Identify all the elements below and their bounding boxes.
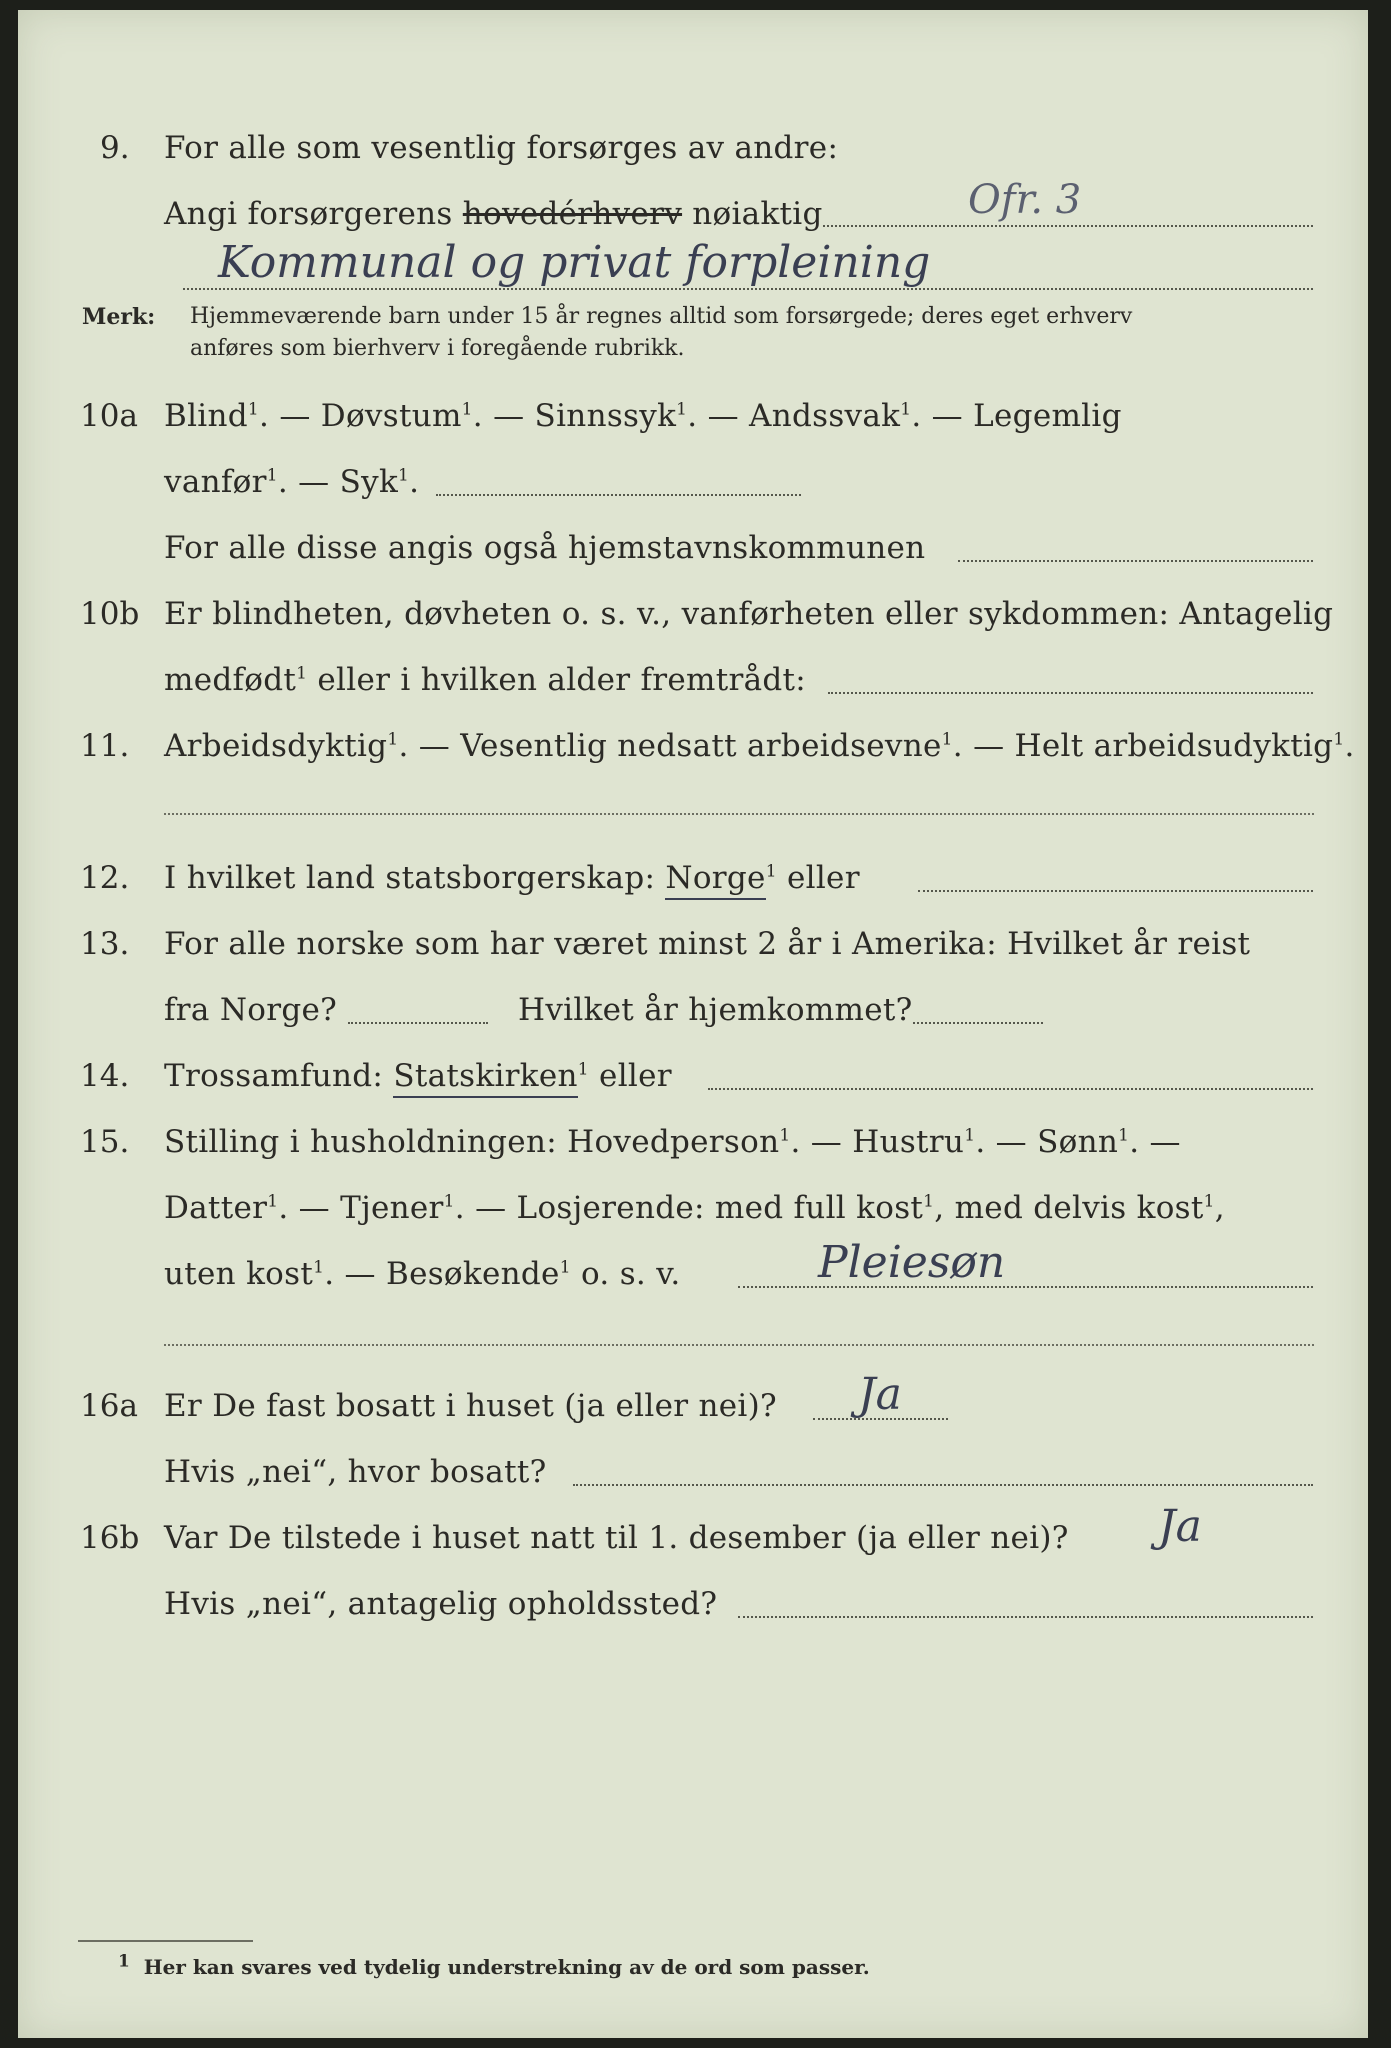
q12-answer-line [918,890,1313,892]
q14-answer-line [708,1088,1313,1090]
q13-answer-line1 [348,1022,488,1024]
footnote: $^1$ Her kan svares ved tydelig understrekning av de ord som passer. [118,1951,870,1979]
q11-number: 11. [80,728,130,764]
selected-statskirken: Statskirken [393,1058,577,1098]
q15-line3: uten kost$^1$. — Besøkende$^1$ o. s. v. [164,1256,681,1292]
q10a-answer-line1 [436,494,801,496]
q16b-line1: Var De tilstede i huset natt til 1. desember (ja eller nei)? [164,1520,1069,1556]
q12-line: I hvilket land statsborgerskap: Norge$^1$ eller [164,858,860,898]
q11-line: Arbeidsdyktig$^1$. — Vesentlig nedsatt arbeidsevne$^1$. — Helt arbeidsudyktig$^1$. [164,728,1355,764]
q13-answer-line2 [913,1022,1043,1024]
struck-word: hovedérhverv [462,196,683,232]
q15-number: 15. [80,1124,130,1160]
q9-handwriting-1: Ofr. 3 [968,177,1082,223]
q16a-handwriting: Ja [858,1369,902,1420]
q13-line1: For alle norske som har været minst 2 år i Amerika: Hvilket år reist [164,926,1251,962]
q15-line1: Stilling i husholdningen: Hovedperson$^1$. — Hustru$^1$. — Sønn$^1$. — [164,1124,1181,1160]
q13-line2a: fra Norge? [164,992,338,1028]
q13-line2b: Hvilket år hjemkommet? [518,992,913,1028]
q12-number: 12. [80,860,130,896]
merk-line1: Hjemmeværende barn under 15 år regnes alltid som forsørgede; deres eget erhverv [190,304,1133,329]
q10a-number: 10a [80,398,138,434]
q15-line2: Datter$^1$. — Tjener$^1$. — Losjerende: med full kost$^1$, med delvis kost$^1$, [164,1190,1225,1226]
q16b-answer-line [738,1616,1313,1618]
q16a-line1: Er De fast bosatt i huset (ja eller nei)? [164,1388,777,1424]
q10a-answer-line2 [958,560,1313,562]
q10a-line3: For alle disse angis også hjemstavnskommunen [164,530,926,566]
q9-line2: Angi forsørgerens hovedérhverv nøiaktig [164,196,823,232]
q9-answer-line2 [183,288,1313,290]
q16a-line2: Hvis „nei“, hvor bosatt? [164,1454,547,1490]
q10a-line2: vanfør$^1$. — Syk$^1$. [164,464,420,500]
merk-line2: anføres som bierhverv i foregående rubrikk. [190,336,685,361]
q14-number: 14. [80,1058,130,1094]
q10b-line2: medfødt$^1$ eller i hvilken alder fremtrådt: [164,662,807,698]
q16a-answer-line2 [573,1484,1313,1486]
q16b-number: 16b [80,1520,140,1556]
q10a-line1: Blind$^1$. — Døvstum$^1$. — Sinnssyk$^1$. — Andssvak$^1$. — Legemlig [164,398,1122,434]
census-form-page [18,10,1368,2038]
q10b-line1: Er blindheten, døvheten o. s. v., vanførheten eller sykdommen: Antagelig [164,596,1334,632]
footnote-rule [78,1940,253,1942]
merk-label: Merk: [82,304,156,330]
q11-answer-line [164,813,1314,815]
q15-handwriting: Pleiesøn [818,1237,1006,1288]
selected-norge: Norge [665,860,765,900]
q9-answer-line1 [823,225,1313,227]
q14-line: Trossamfund: Statskirken$^1$ eller [164,1056,672,1096]
q16a-number: 16a [80,1388,138,1424]
q9-handwriting-2: Kommunal og privat forpleining [218,237,931,288]
q16b-line2: Hvis „nei“, antagelig opholdssted? [164,1586,718,1622]
q10b-number: 10b [80,596,140,632]
q9-line1: For alle som vesentlig forsørges av andre: [164,130,839,166]
q15-answer-line2 [164,1344,1314,1346]
q10b-answer-line [828,692,1313,694]
q16b-handwriting: Ja [1158,1501,1202,1552]
q13-number: 13. [80,926,130,962]
q9-number: 9. [100,130,130,166]
